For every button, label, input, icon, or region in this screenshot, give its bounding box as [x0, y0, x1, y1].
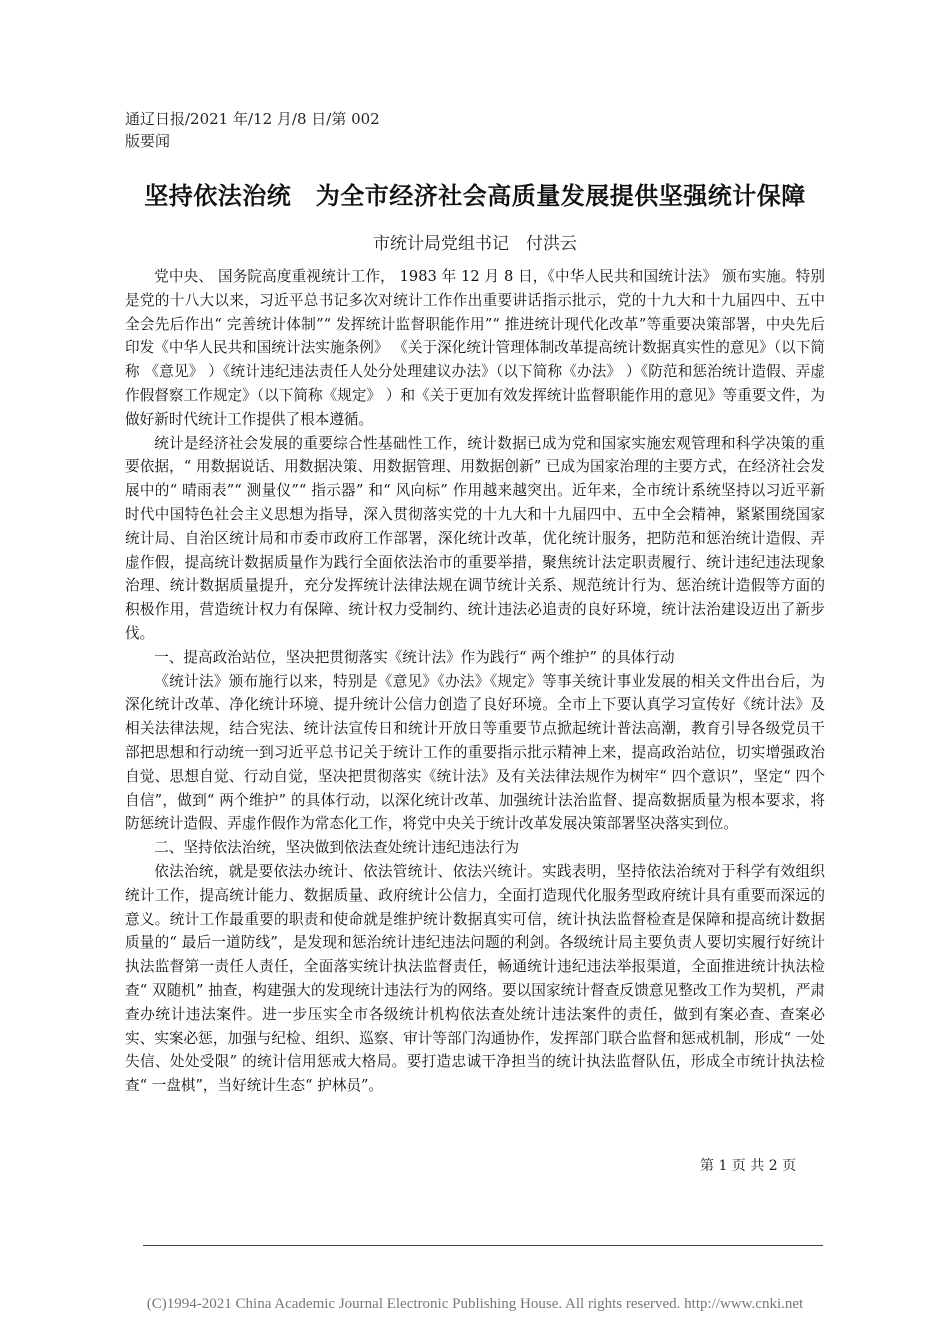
paragraph: 统计是经济社会发展的重要综合性基础性工作，统计数据已成为党和国家实施宏观管理和科学决策的重要依据，“ 用数据说话、用数据决策、用数据管理、用数据创新” 已成为国家治理的主要方式，在经济社会发展中的“ 晴雨表”“ 测量仪”“ 指示器” 和“ 风向标” 作用越来越突出。近年来，全市统计系统坚持以习近平新时代中国特色社会主义思想为指导，深入贯彻落实党的十九大和十九届四中、五中全会精神，紧紧围绕国家统计局、自治区统计局和市委市政府工作部署，深化统计改革，优化统计服务，把防范和惩治统计造假、弄虚作假，提高统计数据质量作为践行全面依法治市的重要举措，聚焦统计法定职责履行、统计违纪违法现象治理、统计数据质量提升，充分发挥统计法律法规在调节统计关系、规范统计行为、惩治统计造假等方面的积极作用，营造统计权力有保障、统计权力受制约、统计违法必追责的良好环境，统计法治建设迈出了新步伐。 — [125, 434, 825, 642]
paragraph: 《统计法》颁布施行以来，特别是《意见》《办法》《规定》等事关统计事业发展的相关文件出台后，为深化统计改革、净化统计环境、提升统计公信力创造了良好环境。全市上下要认真学习宣传好《统计法》及相关法律法规，结合宪法、统计法宣传日和统计开放日等重要节点掀起统计普法高潮，教育引导各级党员干部把思想和行动统一到习近平总书记关于统计工作的重要指示批示精神上来，提高政治站位，切实增强政治自觉、思想自觉、行动自觉，坚决把贯彻落实《统计法》及有关法律法规作为树牢“ 四个意识”，坚定“ 四个自信”，做到“ 两个维护” 的具体行动，以深化统计改革、加强统计法治监督、提高数据质量为根本要求，将防惩统计造假、弄虚作假作为常态化工作，将党中央关于统计改革发展决策部署坚决落实到位。 — [125, 672, 825, 833]
article-body — [125, 265, 825, 1098]
paragraph: 依法治统，就是要依法办统计、依法管统计、依法兴统计。实践表明，坚持依法治统对于科学有效组织统计工作，提高统计能力、数据质量、政府统计公信力，全面打造现代化服务型政府统计具有重要而深远的意义。统计工作最重要的职责和使命就是维护统计数据真实可信，统计执法监督检查是保障和提高统计数据质量的“ 最后一道防线”，是发现和惩治统计违纪违法问题的利剑。各级统计局主要负责人要切实履行好统计执法监督第一责任人责任，全面落实统计执法监督责任，畅通统计违纪违法举报渠道，全面推进统计执法检查“ 双随机” 抽查，构建强大的发现统计违法行为的网络。要以国家统计督查反馈意见整改工作为契机，严肃查办统计违法案件。进一步压实全市各级统计机构依法查处统计违法案件的责任，做到有案必查、查案必实、实案必惩，加强与纪检、组织、巡察、审计等部门沟通协作，发挥部门联合监督和惩戒机制，形成“ 一处失信、处处受限” 的统计信用惩戒大格局。要打造忠诚干净担当的统计执法监督队伍，形成全市统计执法检查“ 一盘棋”，当好统计生态“ 护林员”。 — [125, 862, 825, 1095]
copyright-footer: (C)1994-2021 China Academic Journal Electronic Publishing House. All rights reserved. http://www.cnki.net — [146, 1296, 804, 1312]
section-heading: 二、坚持依法治统，坚决做到依法查处统计违纪违法行为 — [154, 839, 520, 857]
paragraph: 党中央、 国务院高度重视统计工作， 1983 年 12 月 8 日，《中华人民共和国统计法》 颁布实施。特别是党的十八大以来，习近平总书记多次对统计工作作出重要讲话指示批示，党的十九大和十九届四中、五中全会先后作出“ 完善统计体制”“ 发挥统计监督职能作用”“ 推进统计现代化改革”等重要决策部署，中央先后印发《中华人民共和国统计法实施条例》 《关于深化统计管理体制改革提高统计数据真实性的意见》（以下简称 《意见》 ）《统计违纪违法责任人处分处理建议办法》（以下简称《办法》 ）《防范和惩治统计造假、弄虚作假督察工作规定》（以下简称《规定》 ）和《关于更加有效发挥统计监督职能作用的意见》等重要文件，为做好新时代统计工作提供了根本遵循。 — [125, 268, 825, 428]
section-label: 版要闻 — [125, 132, 171, 150]
article-meta — [125, 108, 380, 152]
divider — [143, 1245, 823, 1246]
article-title: 坚持依法治统 为全市经济社会高质量发展提供坚强统计保障 — [144, 182, 806, 210]
page-indicator: 第 1 页 共 2 页 — [700, 1158, 797, 1174]
article-author: 市统计局党组书记 付洪云 — [373, 234, 577, 254]
section-heading: 一、提高政治站位，坚决把贯彻落实《统计法》作为践行“ 两个维护” 的具体行动 — [154, 648, 675, 666]
publication-source: 通辽日报/2021 年/12 月/8 日/第 002 — [125, 110, 380, 128]
